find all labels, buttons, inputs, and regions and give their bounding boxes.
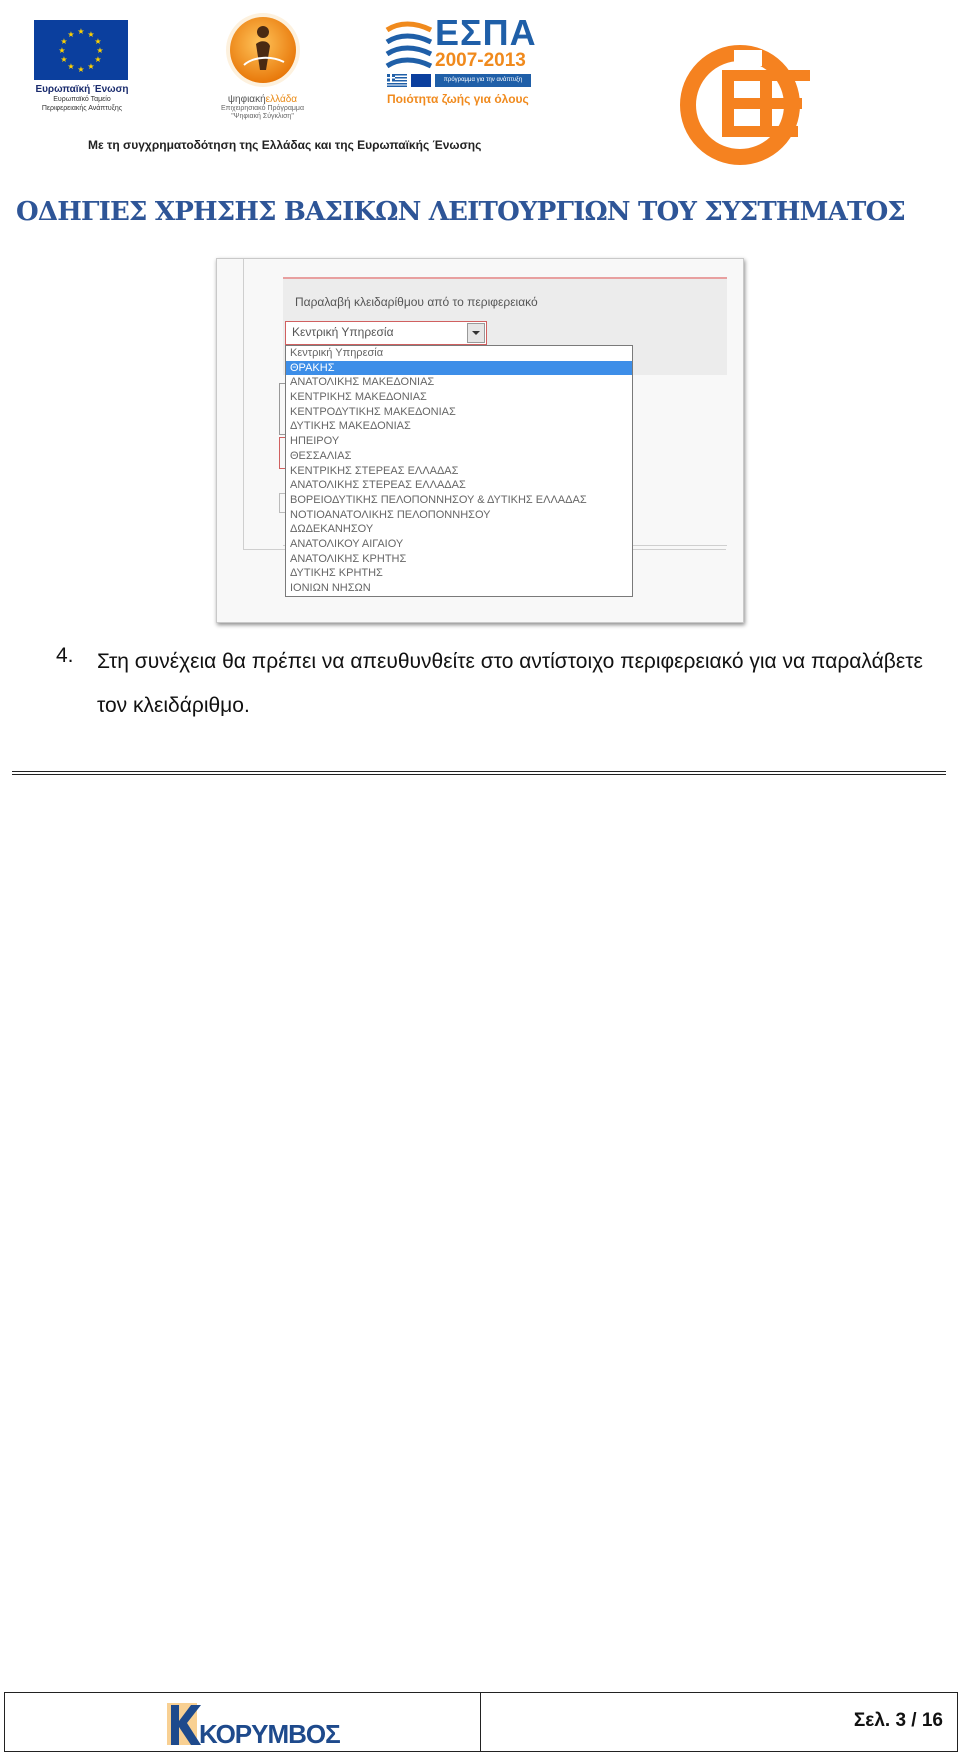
digital-greece-subcaption-1: Επιχειρησιακό Πρόγραμμα: [220, 105, 305, 112]
greek-flag-icon: [387, 74, 407, 87]
chevron-down-icon[interactable]: [467, 323, 485, 343]
oee-logo-icon: [678, 42, 828, 171]
digital-greece-name-prefix: ψηφιακή: [227, 94, 266, 105]
svg-text:★: ★: [77, 27, 85, 36]
digital-greece-emblem-icon: [220, 10, 306, 88]
eu-logo: [34, 20, 130, 113]
svg-text:★: ★: [87, 62, 95, 71]
eu-logo-caption: Ευρωπαϊκή Ένωση: [35, 84, 129, 95]
cofinance-text: Με τη συγχρηματοδότηση της Ελλάδας και της Ευρωπαϊκής Ένωσης: [88, 138, 482, 152]
eu-logo-subcaption-2: Περιφερειακής Ανάπτυξης: [41, 105, 123, 112]
digital-greece-logo: [205, 10, 320, 121]
dropdown-option[interactable]: ΔΩΔΕΚΑΝΗΣΟΥ: [290, 523, 374, 536]
dropdown-option[interactable]: ΚΕΝΤΡΙΚΗΣ ΣΤΕΡΕΑΣ ΕΛΛΑΔΑΣ: [290, 464, 459, 477]
digital-greece-subcaption-2: "Ψηφιακή Σύγκλιση": [231, 113, 294, 120]
dropdown-option[interactable]: ΑΝΑΤΟΛΙΚΗΣ ΜΑΚΕΔΟΝΙΑΣ: [290, 376, 435, 389]
dropdown-option[interactable]: Κεντρική Υπηρεσία: [290, 347, 384, 359]
page-number: Σελ. 3 / 16: [853, 1710, 943, 1731]
dropdown-option[interactable]: ΙΟΝΙΩΝ ΝΗΣΩΝ: [290, 582, 371, 594]
step-number: 4.: [56, 644, 74, 667]
svg-text:★: ★: [60, 55, 68, 64]
region-dropdown-list[interactable]: [285, 345, 633, 597]
espa-bar-text: πρόγραμμα για την ανάπτυξη: [435, 74, 531, 87]
korymvos-emblem-icon: [163, 1701, 203, 1747]
espa-title: ΕΣΠΑ: [435, 12, 537, 53]
svg-text:★: ★: [77, 65, 85, 74]
region-select[interactable]: [285, 321, 487, 345]
eu-small-flag-icon: [411, 74, 431, 87]
eu-logo-subcaption-1: Ευρωπαϊκό Ταμείο: [53, 96, 111, 103]
page-footer: [4, 1692, 958, 1752]
svg-text:★: ★: [67, 30, 75, 39]
embedded-screenshot: [216, 258, 744, 623]
dropdown-option[interactable]: ΔΥΤΙΚΗΣ ΚΡΗΤΗΣ: [290, 567, 383, 580]
svg-text:★: ★: [60, 37, 68, 46]
dropdown-option[interactable]: ΚΕΝΤΡΟΔΥΤΙΚΗΣ ΜΑΚΕΔΟΝΙΑΣ: [290, 405, 456, 418]
dropdown-option[interactable]: ΚΕΝΤΡΙΚΗΣ ΜΑΚΕΔΟΝΙΑΣ: [290, 391, 427, 404]
page-title: ΟΔΗΓΙΕΣ ΧΡΗΣΗΣ ΒΑΣΙΚΩΝ ΛΕΙΤΟΥΡΓΙΩΝ ΤΟΥ ΣΥΣΤΗΜΑΤΟΣ: [16, 197, 906, 227]
dropdown-option[interactable]: ΑΝΑΤΟΛΙΚΗΣ ΚΡΗΤΗΣ: [290, 552, 407, 565]
korymvos-logo: [163, 1701, 340, 1751]
dropdown-option-selected[interactable]: ΘΡΑΚΗΣ: [286, 361, 632, 376]
dropdown-option[interactable]: ΗΠΕΙΡΟΥ: [290, 435, 340, 448]
espa-slogan: Ποιότητα ζωής για όλους: [387, 92, 529, 106]
dropdown-option[interactable]: ΝΟΤΙΟΑΝΑΤΟΛΙΚΗΣ ΠΕΛΟΠΟΝΝΗΣΟΥ: [290, 508, 491, 521]
svg-text:★: ★: [67, 62, 75, 71]
espa-waves-icon: [385, 20, 433, 76]
svg-text:★: ★: [58, 46, 66, 55]
svg-text:★: ★: [96, 46, 104, 55]
digital-greece-name-suffix: ελλάδα: [265, 94, 298, 105]
region-select-value: Κεντρική Υπηρεσία: [292, 325, 394, 339]
svg-text:★: ★: [87, 30, 95, 39]
eu-flag-icon: [34, 20, 128, 80]
dropdown-option[interactable]: ΘΕΣΣΑΛΙΑΣ: [290, 449, 352, 462]
svg-text:★: ★: [94, 37, 102, 46]
dropdown-option[interactable]: ΑΝΑΤΟΛΙΚΗΣ ΣΤΕΡΕΑΣ ΕΛΛΑΔΑΣ: [290, 479, 466, 492]
section-divider: [12, 774, 946, 775]
form-label: Παραλαβή κλειδαρίθμου από το περιφερειακό: [295, 295, 538, 309]
dropdown-option[interactable]: ΒΟΡΕΙΟΔΥΤΙΚΗΣ ΠΕΛΟΠΟΝΝΗΣΟΥ & ΔΥΤΙΚΗΣ ΕΛΛΑΔΑΣ: [290, 493, 587, 506]
step-text: Στη συνέχεια θα πρέπει να απευθυνθείτε στο αντίστοιχο περιφερειακό για να παραλάβετε τον κλειδάριθμο.: [97, 650, 923, 717]
dropdown-option[interactable]: ΔΥΤΙΚΗΣ ΜΑΚΕΔΟΝΙΑΣ: [290, 420, 411, 433]
dropdown-option[interactable]: ΑΝΑΤΟΛΙΚΟΥ ΑΙΓΑΙΟΥ: [290, 537, 404, 550]
korymvos-logo-text: ΚΟΡΥΜΒΟΣ: [199, 1719, 340, 1749]
svg-text:★: ★: [94, 55, 102, 64]
espa-years: 2007-2013: [435, 50, 526, 71]
section-divider: [12, 771, 946, 772]
